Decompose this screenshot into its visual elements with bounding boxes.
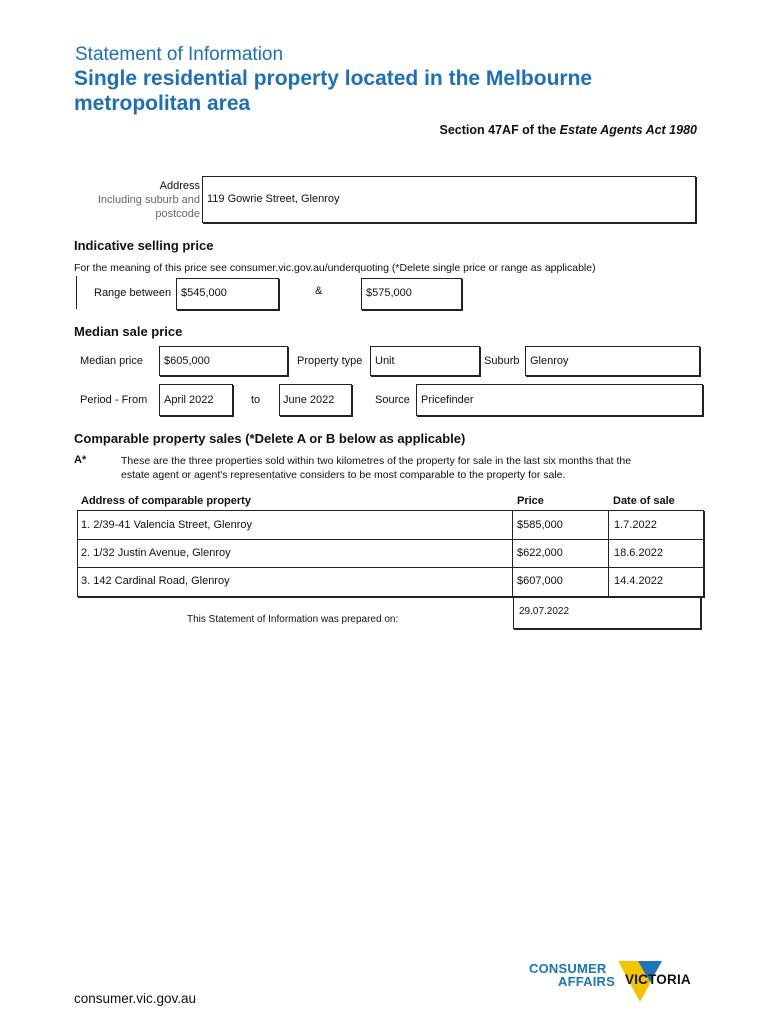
row1-address: 1. 2/39-41 Valencia Street, Glenroy [81, 519, 253, 531]
property-type-label: Property type [297, 355, 363, 367]
address-label [60, 179, 200, 221]
column-header-address: Address of comparable property [81, 495, 251, 507]
prepared-date-value: 29.07.2022 [519, 606, 570, 617]
range-low-value: $545,000 [181, 287, 227, 299]
description-line1: These are the three properties sold within two kilometres of the property for sale in the last six months that the [121, 455, 632, 467]
address-label-line1: Address [159, 180, 200, 192]
table-column-divider [608, 510, 609, 597]
description-line2: estate agent or agent's representative considers to be most comparable to the property for sale. [121, 469, 566, 481]
source-label: Source [375, 394, 410, 406]
source-value: Pricefinder [421, 394, 474, 406]
median-heading: Median sale price [74, 324, 183, 339]
table-row-divider [77, 539, 704, 540]
range-ampersand: & [315, 285, 323, 297]
logo-text-consumer: CONSUMER [529, 961, 607, 976]
doc-subtitle: Statement of Information [75, 44, 284, 65]
indicative-note: For the meaning of this price see consumer.vic.gov.au/underquoting (*Delete single price or range as applicable) [74, 262, 596, 274]
row2-price: $622,000 [517, 547, 563, 559]
row1-date: 1.7.2022 [614, 519, 657, 531]
suburb-label: Suburb [484, 355, 520, 367]
title-line-2: metropolitan area [74, 92, 251, 115]
period-to-value: June 2022 [283, 394, 335, 406]
table-column-divider [512, 510, 513, 597]
page-title [74, 66, 592, 116]
section-prefix: Section 47AF of the [439, 123, 560, 137]
row3-date: 14.4.2022 [614, 575, 663, 587]
median-price-label: Median price [80, 355, 143, 367]
period-to-label: to [251, 394, 261, 406]
period-from-label: Period - From [80, 394, 148, 406]
column-header-price: Price [517, 495, 544, 507]
footer-url[interactable]: consumer.vic.gov.au [74, 991, 197, 1006]
row2-date: 18.6.2022 [614, 547, 663, 559]
comparable-heading: Comparable property sales (*Delete A or B below as applicable) [74, 431, 466, 446]
section-reference [440, 123, 697, 137]
title-line-1: Single residential property located in the Melbourne [74, 67, 593, 90]
section-act: Estate Agents Act 1980 [559, 123, 697, 137]
range-label: Range between [94, 287, 172, 299]
indicative-heading: Indicative selling price [74, 238, 214, 253]
period-from-value: April 2022 [164, 394, 214, 406]
column-header-date: Date of sale [613, 495, 675, 507]
logo-text-victoria: VICTORIA [625, 972, 691, 987]
row3-price: $607,000 [517, 575, 563, 587]
range-high-value: $575,000 [366, 287, 412, 299]
row1-price: $585,000 [517, 519, 563, 531]
prepared-label: This Statement of Information was prepared on: [187, 614, 399, 625]
logo-text-affairs: AFFAIRS [558, 974, 616, 989]
median-price-value: $605,000 [164, 355, 210, 367]
row3-address: 3. 142 Cardinal Road, Glenroy [81, 575, 230, 587]
property-type-value: Unit [375, 355, 395, 367]
row2-address: 2. 1/32 Justin Avenue, Glenroy [81, 547, 231, 559]
range-divider [76, 276, 77, 309]
address-label-line2: Including suburb and [97, 194, 200, 206]
option-marker: A* [74, 454, 87, 466]
address-label-line3: postcode [155, 208, 200, 220]
suburb-value: Glenroy [530, 355, 569, 367]
address-value: 119 Gowrie Street, Glenroy [207, 193, 340, 205]
comparable-description [121, 454, 631, 482]
table-row-divider [77, 567, 704, 568]
consumer-affairs-victoria-logo [528, 958, 704, 1006]
